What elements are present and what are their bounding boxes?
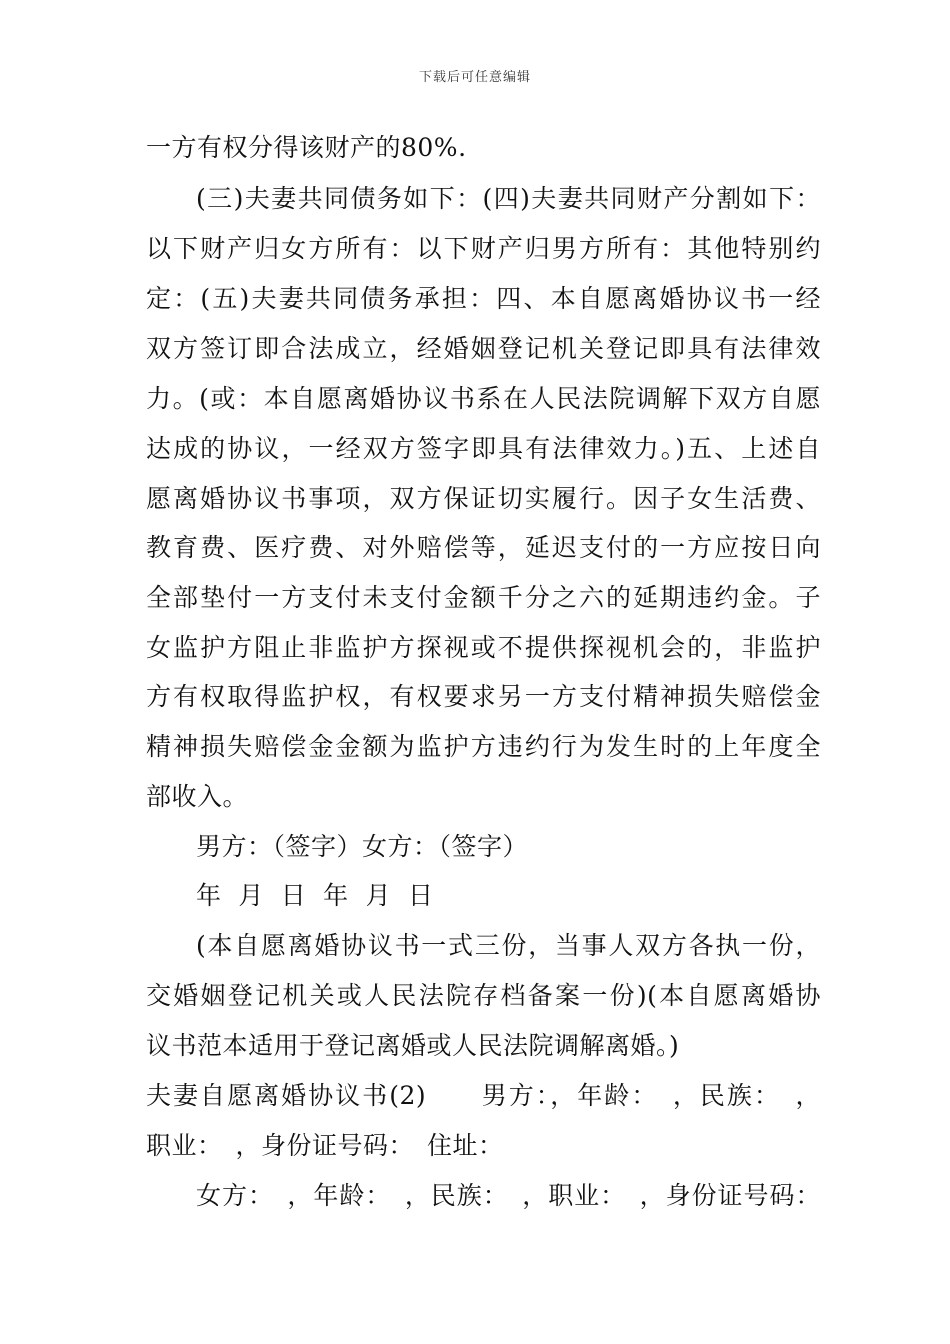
- text-line: 一方有权分得该财产的80%.: [146, 133, 467, 162]
- text-line: 力。(或：本自愿离婚协议书系在人民法院调解下双方自愿: [146, 384, 821, 413]
- text-line: 部收入。: [146, 782, 249, 811]
- text-line: 方有权取得监护权，有权要求另一方支付精神损失赔偿金: [146, 682, 821, 711]
- text-line: 女方： ，年龄： ，民族： ，职业： ，身份证号码：: [196, 1181, 821, 1210]
- signature-line: 男方：（签字）女方：（签字）: [196, 832, 529, 861]
- text-line: (三)夫妻共同债务如下：(四)夫妻共同财产分割如下：: [196, 184, 821, 213]
- text-line: 愿离婚协议书事项，双方保证切实履行。因子女生活费、: [146, 484, 821, 513]
- text-line: 精神损失赔偿金金额为监护方违约行为发生时的上年度全: [146, 732, 821, 761]
- text-line: 夫妻自愿离婚协议书(2) 男方：，年龄： ，民族： ，: [146, 1081, 821, 1110]
- text-line: 双方签订即合法成立，经婚姻登记机关登记即具有法律效: [146, 334, 821, 363]
- text-line: 定：(五)夫妻共同债务承担：四、本自愿离婚协议书一经: [146, 284, 821, 313]
- text-line: 交婚姻登记机关或人民法院存档备案一份)(本自愿离婚协: [146, 981, 821, 1010]
- text-line: 达成的协议，一经双方签字即具有法律效力。)五、上述自: [146, 434, 821, 463]
- text-line: 教育费、医疗费、对外赔偿等，延迟支付的一方应按日向: [146, 533, 821, 562]
- text-line: 职业： ，身份证号码： 住址：: [146, 1131, 504, 1160]
- text-line: 议书范本适用于登记离婚或人民法院调解离婚。): [146, 1031, 680, 1060]
- header-note: 下载后可任意编辑: [418, 70, 531, 85]
- text-line: 全部垫付一方支付未支付金额千分之六的延期违约金。子: [146, 583, 821, 612]
- text-line: (本自愿离婚协议书一式三份，当事人双方各执一份，: [196, 931, 821, 960]
- text-line: 女监护方阻止非监护方探视或不提供探视机会的，非监护: [146, 633, 821, 662]
- date-line: 年 月 日 年 月 日: [196, 881, 434, 910]
- text-line: 以下财产归女方所有：以下财产归男方所有：其他特别约: [146, 234, 821, 263]
